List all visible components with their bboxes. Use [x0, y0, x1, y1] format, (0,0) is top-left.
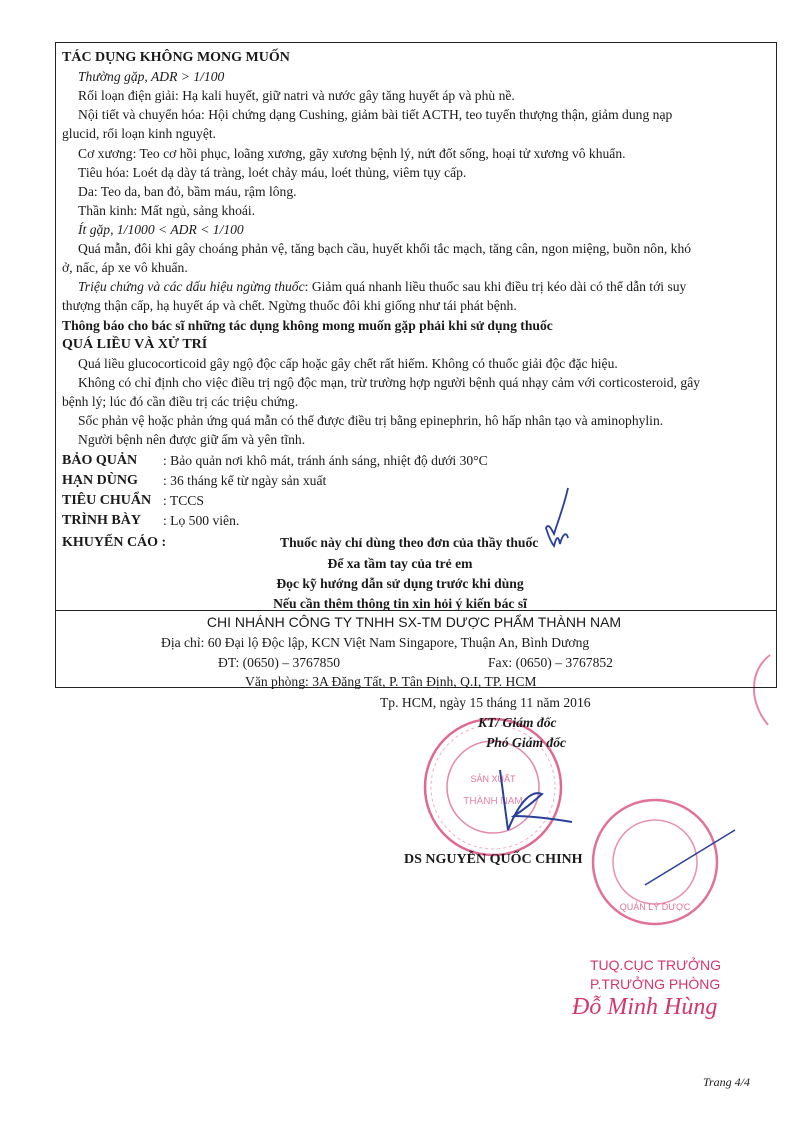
spec-value: : 36 tháng kể từ ngày sản xuất	[163, 473, 327, 488]
adverse-line: Da: Teo da, ban đỏ, bầm máu, rậm lông.	[78, 184, 297, 199]
sign-role-1: KT/ Giám đốc	[478, 715, 557, 730]
overdose-line: Sốc phản vệ hoặc phản ứng quá mẫn có thể được điều trị bằng epinephrin, hô hấp nhân tạo và aminophylin.	[78, 413, 664, 428]
company-name: CHI NHÁNH CÔNG TY TNHH SX-TM DƯỢC PHẨM THÀNH NAM	[206, 614, 622, 630]
company-fax: Fax: (0650) – 3767852	[488, 655, 613, 670]
overdose-line: Không có chỉ định cho việc điều trị ngộ độc mạn, trừ trường hợp người bệnh quá nhạy cảm với corticosteroid, gây	[78, 375, 701, 390]
overdose-line: Quá liều glucocorticoid gây ngộ độc cấp hoặc gây chết rất hiếm. Không có thuốc giải độc đặc hiệu.	[78, 356, 618, 371]
adverse-line: Rối loạn điện giải: Hạ kali huyết, giữ natri và nước gây tăng huyết áp và phù nề.	[78, 88, 515, 103]
svg-text:SẢN XUẤT: SẢN XUẤT	[470, 774, 516, 784]
adverse-line: glucid, rối loạn kinh nguyệt.	[62, 126, 217, 141]
rare-line: Quá mẫn, đôi khi gây choáng phản vệ, tăng bạch cầu, huyết khối tắc mạch, tăng cân, ngon miệng, buồn nôn, khó	[78, 241, 692, 256]
adverse-heading: TÁC DỤNG KHÔNG MONG MUỐN	[62, 50, 290, 65]
adverse-line: Tiêu hóa: Loét dạ dày tá tràng, loét chảy máu, loét thủng, viêm tụy cấp.	[78, 165, 467, 180]
director-signature	[470, 760, 580, 840]
withdrawal-line	[78, 278, 686, 295]
warning-line: Để xa tầm tay của trẻ em	[327, 556, 473, 571]
spec-value: : Lọ 500 viên.	[163, 513, 240, 528]
adverse-line: Thần kinh: Mất ngủ, sảng khoái.	[78, 203, 256, 218]
svg-text:QUẢN LÝ DƯỢC: QUẢN LÝ DƯỢC	[619, 902, 691, 912]
spec-value: : Bảo quản nơi khô mát, tránh ánh sáng, nhiệt độ dưới 30°C	[163, 453, 488, 468]
sign-role-2: Phó Giám đốc	[486, 735, 567, 750]
withdrawal-label: Triệu chứng và các dấu hiệu ngừng thuốc	[78, 279, 305, 294]
adverse-line: Nội tiết và chuyển hóa: Hội chứng dạng Cushing, giảm bài tiết ACTH, teo tuyến thượng thận, giảm dung nạp	[78, 107, 673, 122]
approval-line-1: TUQ.CỤC TRƯỞNG	[590, 957, 722, 973]
rare-line: ở, nấc, áp xe vô khuẩn.	[62, 260, 188, 275]
company-phone: ĐT: (0650) – 3767850	[218, 655, 341, 670]
approval-signature	[640, 820, 740, 890]
warning-line: Đọc kỹ hướng dẫn sử dụng trước khi dùng	[276, 576, 524, 591]
company-address: Địa chỉ: 60 Đại lộ Độc lập, KCN Việt Nam Singapore, Thuận An, Bình Dương	[161, 635, 590, 650]
spec-label: TRÌNH BÀY	[62, 513, 141, 528]
spec-value: : TCCS	[163, 493, 204, 508]
spec-label: TIÊU CHUẨN	[62, 493, 152, 508]
divider	[56, 610, 776, 611]
notify-doctor: Thông báo cho bác sĩ những tác dụng không mong muốn gặp phải khi sử dụng thuốc	[62, 318, 553, 333]
overdose-line: Người bệnh nên được giữ ấm và yên tĩnh.	[78, 432, 306, 447]
withdrawal-line: thượng thận cấp, hạ huyết áp và chết. Ngừng thuốc đôi khi giống như tái phát bệnh.	[62, 298, 517, 313]
page-number: Trang 4/4	[703, 1075, 751, 1089]
signer-name: DS NGUYỄN QUỐC CHINH	[404, 852, 583, 867]
overdose-heading: QUÁ LIỀU VÀ XỬ TRÍ	[62, 337, 208, 352]
rare-label: Ít gặp, 1/1000 < ADR < 1/100	[78, 222, 244, 237]
approval-line-2: P.TRƯỞNG PHÒNG	[590, 976, 721, 992]
spec-label: HẠN DÙNG	[62, 473, 138, 488]
warning-line: Thuốc này chỉ dùng theo đơn của thầy thuốc	[280, 535, 539, 550]
sign-date: Tp. HCM, ngày 15 tháng 11 năm 2016	[380, 695, 591, 710]
approval-name: Đỗ Minh Hùng	[572, 994, 718, 1020]
company-office: Văn phòng: 3A Đặng Tất, P. Tân Định, Q.I, TP. HCM	[245, 674, 537, 689]
warning-line: Nếu cần thêm thông tin xin hỏi ý kiến bác sĩ	[273, 596, 527, 611]
warning-label: KHUYẾN CÁO :	[62, 535, 167, 550]
withdrawal-text: : Giảm quá nhanh liều thuốc sau khi điều trị kéo dài có thể dẫn tới suy	[304, 279, 687, 294]
spec-label: BẢO QUẢN	[62, 453, 138, 468]
common-label: Thường gặp, ADR > 1/100	[78, 69, 225, 84]
adverse-line: Cơ xương: Teo cơ hồi phục, loãng xương, gãy xương bệnh lý, nứt đốt sống, hoại tử xương vô khuẩn.	[78, 146, 626, 161]
svg-text:THÀNH NAM: THÀNH NAM	[463, 796, 523, 807]
overdose-line: bệnh lý; lúc đó cần điều trị các triệu chứng.	[62, 394, 299, 409]
